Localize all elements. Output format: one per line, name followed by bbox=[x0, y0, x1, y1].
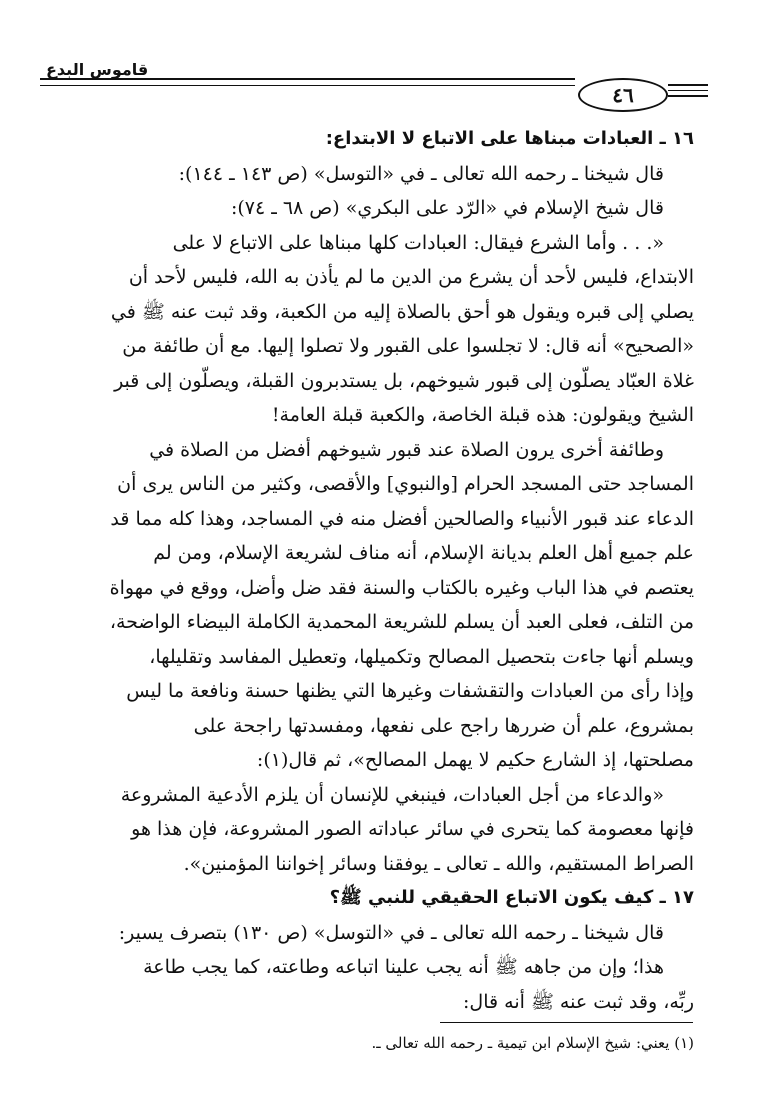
footnote-rule bbox=[440, 1022, 693, 1023]
page-number: ٤٦ bbox=[578, 78, 668, 112]
footnote: (١) يعني: شيخ الإسلام ابن تيمية ـ رحمه الله تعالى ـ. bbox=[371, 1034, 694, 1052]
text-line: قال شيخنا ـ رحمه الله تعالى ـ في «التوسل» (ص ١٣٠) بتصرف يسير: bbox=[118, 921, 664, 944]
text-line: ويسلم أنها جاءت بتحصيل المصالح وتكميلها، وتعطيل المفاسد وتقليلها، bbox=[149, 645, 694, 668]
text-line: من التلف، فعلى العبد أن يسلم للشريعة المحمدية الكاملة البيضاء الواضحة، bbox=[109, 611, 694, 633]
running-title: قاموس البدع bbox=[46, 60, 149, 79]
text-line: هذا؛ وإن من جاهه ﷺ أنه يجب علينا اتباعه وطاعته، كما يجب طاعة bbox=[143, 956, 664, 978]
text-line: «الصحيح» أنه قال: لا تجلسوا على القبور ولا تصلوا إليها. مع أن طائفة من bbox=[122, 335, 694, 357]
text-line: مصلحتها، إذ الشارع حكيم لا يهمل المصالح»، ثم قال(١): bbox=[256, 749, 694, 771]
text-line: «. . . وأما الشرع فيقال: العبادات كلها مبناها على الاتباع لا على bbox=[172, 231, 664, 254]
section-heading: ١٧ ـ كيف يكون الاتباع الحقيقي للنبي ﷺ؟ bbox=[329, 887, 694, 908]
text-line: الابتداع، فليس لأحد أن يشرع من الدين ما لم يأذن به الله، فليس لأحد أن bbox=[128, 266, 694, 288]
text-line: يصلي إلى قبره ويقول هو أحق بالصلاة إليه من الكعبة، وقد ثبت عنه ﷺ في bbox=[110, 300, 694, 323]
text-line: غلاة العبّاد يصلّون إلى قبور شيوخهم، بل يستدبرون القبلة، ويصلّون إلى قبر bbox=[114, 369, 694, 392]
text-line: الصراط المستقيم، والله ـ تعالى ـ يوفقنا وسائر إخواننا المؤمنين». bbox=[183, 852, 694, 875]
text-line: ربِّه، وقد ثبت عنه ﷺ أنه قال: bbox=[463, 990, 694, 1013]
text-line: قال شيخ الإسلام في «الرّد على البكري» (ص ٦٨ ـ ٧٤): bbox=[230, 197, 664, 219]
text-line: وطائفة أخرى يرون الصلاة عند قبور شيوخهم أفضل من الصلاة في bbox=[149, 438, 664, 461]
text-line: علم جميع أهل العلم بديانة الإسلام، أنه مناف لشريعة الإسلام، ومن لم bbox=[153, 542, 694, 564]
text-line: الدعاء عند قبور الأنبياء والصالحين أفضل منه في المساجد، وهذا كله مما قد bbox=[110, 507, 694, 530]
text-line: يعتصم في هذا الباب وغيره بالكتاب والسنة فقد ضل وأضل، ووقع في مهواة bbox=[109, 576, 694, 599]
page-header bbox=[40, 58, 720, 108]
text-line: الشيخ ويقولون: هذه قبلة الخاصة، والكعبة قبلة العامة! bbox=[271, 404, 694, 426]
text-line: «والدعاء من أجل العبادات، فينبغي للإنسان أن يلزم الأدعية المشروعة bbox=[120, 783, 664, 806]
text-line: قال شيخنا ـ رحمه الله تعالى ـ في «التوسل» (ص ١٤٣ ـ ١٤٤): bbox=[178, 162, 664, 185]
header-ornament bbox=[668, 84, 708, 101]
section-heading: ١٦ ـ العبادات مبناها على الاتباع لا الابتداع: bbox=[325, 128, 694, 149]
text-line: وإذا رأى من العبادات والتقشفات وغيرها التي يظنها حسنة ونافعة ما ليس bbox=[126, 680, 694, 702]
main-text bbox=[66, 122, 694, 1019]
text-line: فإنها معصومة كما يتحرى في سائر عباداته الصور المشروعة، فإن هذا هو bbox=[131, 818, 694, 840]
text-line: بمشروع، علم أن ضررها راجح على نفعها، ومفسدتها راجحة على bbox=[193, 714, 694, 737]
text-line: المساجد حتى المسجد الحرام [والنبوي] والأقصى، وكثير من الناس يرى أن bbox=[117, 473, 694, 495]
header-rule bbox=[40, 85, 575, 86]
